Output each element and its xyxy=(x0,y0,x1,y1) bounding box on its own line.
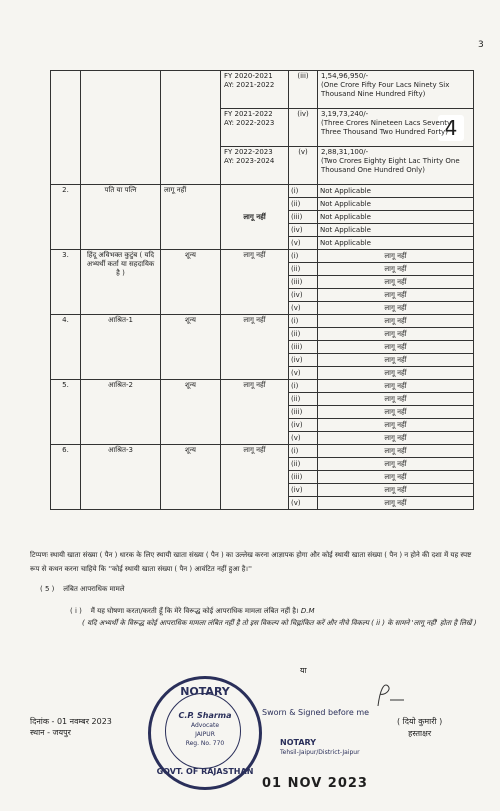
cell-pan xyxy=(161,71,221,185)
value-list-entry: लागू नहीं xyxy=(318,354,473,367)
cell-year xyxy=(221,147,289,185)
notary-stamp-title: NOTARY xyxy=(280,738,317,747)
section-5-heading xyxy=(40,585,125,594)
seal-city: JAIPUR xyxy=(195,731,215,738)
signer-block xyxy=(397,716,442,740)
cell-relation: पति या पत्नि xyxy=(81,185,161,250)
value-list-entry: Not Applicable xyxy=(318,211,473,224)
cell-index xyxy=(289,315,318,380)
cell-amount xyxy=(318,250,474,315)
seal-bottom-text: GOVT. OF RAJASTHAN xyxy=(156,767,254,776)
cell-num xyxy=(51,71,81,185)
cell-index: (v) xyxy=(289,147,318,185)
cell-index: (iii) xyxy=(289,71,318,109)
signer-label: हस्ताक्षर xyxy=(408,729,432,738)
notary-stamp-location: Tehsil-Jaipur/District-Jaipur xyxy=(280,749,360,756)
cell-num: 5. xyxy=(51,380,81,445)
cell-amount xyxy=(318,185,474,250)
section-number: ( 5 ) xyxy=(40,585,55,593)
notary-seal xyxy=(148,676,262,790)
roman-list xyxy=(289,250,317,314)
place-line: स्थान - जयपुर xyxy=(30,728,71,737)
stamp-date: 01 NOV 2023 xyxy=(262,776,368,791)
signature-mark xyxy=(370,680,410,710)
roman-list xyxy=(289,185,317,249)
roman-list-entry: (iv) xyxy=(289,289,317,302)
value-list-entry: Not Applicable xyxy=(318,198,473,211)
value-list-entry: लागू नहीं xyxy=(318,315,473,328)
signer-name: ( दियो कुमारी ) xyxy=(397,717,443,726)
roman-list-entry: (v) xyxy=(291,369,301,377)
table-row xyxy=(51,315,474,380)
fy-label: FY 2022-2023 xyxy=(224,148,273,156)
item-number: ( i ) xyxy=(70,607,82,615)
roman-list-entry: (iii) xyxy=(289,211,317,224)
cell-year xyxy=(221,71,289,109)
cell-num: 4. xyxy=(51,315,81,380)
roman-list xyxy=(289,380,317,444)
cell-amount xyxy=(318,315,474,380)
seal-role: Advocate xyxy=(190,722,220,729)
cell-amount xyxy=(318,109,474,147)
seal-top-text: NOTARY xyxy=(180,685,230,698)
cell-num: 6. xyxy=(51,445,81,510)
handwritten-initials: D.M xyxy=(300,607,315,615)
table-row xyxy=(51,250,474,315)
roman-list-entry: (iv) xyxy=(289,354,317,367)
value-list xyxy=(318,445,473,509)
roman-list-entry: (iv) xyxy=(289,419,317,432)
cell-year: लागू नहीं xyxy=(221,315,289,380)
affidavit-table xyxy=(50,70,474,510)
amount-words: (Three Crores Nineteen Lacs Seventy Three Thousand Two Hundred Forty) xyxy=(321,119,452,136)
value-list xyxy=(318,380,473,444)
amount: 3,19,73,240/- xyxy=(321,110,369,118)
cell-index xyxy=(289,445,318,510)
cell-year: लागू नहीं xyxy=(221,445,289,510)
amount: 2,88,31,100/- xyxy=(321,148,369,156)
roman-list-entry: (ii) xyxy=(289,328,317,341)
section-title: लंबित आपराधिक मामले xyxy=(63,585,125,593)
page-badge: 4 xyxy=(438,115,464,141)
value-list-entry: लागू नहीं xyxy=(384,434,407,442)
roman-list xyxy=(289,445,317,509)
roman-list-entry: (ii) xyxy=(289,198,317,211)
roman-list-entry: (i) xyxy=(289,445,317,458)
table-row xyxy=(51,445,474,510)
cell-index xyxy=(289,250,318,315)
value-list-entry: लागू नहीं xyxy=(318,484,473,497)
cell-pan: शून्य xyxy=(161,315,221,380)
value-list-entry: Not Applicable xyxy=(318,185,473,198)
table-row xyxy=(51,185,474,250)
value-list-entry: लागू नहीं xyxy=(318,289,473,302)
cell-amount xyxy=(318,380,474,445)
value-list-entry: लागू नहीं xyxy=(318,471,473,484)
amount-words: (Two Crores Eighty Eight Lac Thirty One Thousand One Hundred Only) xyxy=(321,157,460,174)
cell-index xyxy=(289,185,318,250)
ay-label: AY: 2022-2023 xyxy=(224,119,275,127)
cell-pan: लागू नहीं xyxy=(161,185,221,250)
cell-year xyxy=(221,109,289,147)
item-text: मैं यह घोषणा करता/करती हूँ कि मेरे विरूद्ध कोई आपराधिक मामला लंबित नहीं है। xyxy=(90,607,301,615)
table-row xyxy=(51,71,474,109)
value-list-entry: Not Applicable xyxy=(318,224,473,237)
value-list-entry: लागू नहीं xyxy=(318,445,473,458)
fy-label: FY 2020-2021 xyxy=(224,72,273,80)
cell-num: 3. xyxy=(51,250,81,315)
roman-list-entry: (v) xyxy=(291,304,301,312)
notary-stamp xyxy=(280,738,360,758)
roman-list-entry: (i) xyxy=(289,250,317,263)
cell-relation: आश्रित-2 xyxy=(81,380,161,445)
cell-year: लागू नहीं xyxy=(221,380,289,445)
roman-list-entry: (ii) xyxy=(289,263,317,276)
roman-list-entry: (ii) xyxy=(289,393,317,406)
roman-list-entry: (iii) xyxy=(289,276,317,289)
roman-list-entry: (i) xyxy=(289,380,317,393)
value-list-entry: लागू नहीं xyxy=(318,393,473,406)
cell-index: (iv) xyxy=(289,109,318,147)
value-list-entry: लागू नहीं xyxy=(384,499,407,507)
table-row xyxy=(51,380,474,445)
ay-label: AY: 2023-2024 xyxy=(224,157,275,165)
seal-name: C.P. Sharma xyxy=(178,711,232,720)
item-note: ( यदि अभ्यर्थी के विरूद्ध कोई आपराधिक मामला लंबित नहीं है तो इस विकल्प को चिह्नांकित करें और नीचे विकल्प ( ii ) के सामने 'लागू नहीं' होता है लिखें ) xyxy=(82,619,477,627)
section-5-item-i xyxy=(70,605,480,629)
cell-pan: शून्य xyxy=(161,380,221,445)
page-number: 3 xyxy=(478,40,484,50)
value-list-entry: लागू नहीं xyxy=(384,369,407,377)
cell-amount xyxy=(318,71,474,109)
or-text: या xyxy=(300,666,307,675)
note-pan: टिप्पणः स्थायी खाता संख्या ( पैन ) धारक के लिए स्थायी खाता संख्या ( पैन ) का उल्लेख करना आज्ञापक होगा और कोई स्थायी खाता संख्या ( पैन ) न होने की दशा में यह स्पष्ट रूप से कथन करना चाहिये कि ''कोई स्थायी खाता संख्या ( पैन ) आवंटित नहीं हुआ है।'' xyxy=(30,551,472,573)
roman-list-entry: (v) xyxy=(291,499,301,507)
amount-words: (One Crore Fifty Four Lacs Ninety Six Thousand Nine Hundred Fifty) xyxy=(321,81,450,98)
roman-list-entry: (iv) xyxy=(289,484,317,497)
value-list-entry: लागू नहीं xyxy=(318,341,473,354)
value-list-entry: लागू नहीं xyxy=(318,263,473,276)
cell-amount xyxy=(318,445,474,510)
cell-pan: शून्य xyxy=(161,250,221,315)
value-list xyxy=(318,185,473,249)
cell-relation: आश्रित-3 xyxy=(81,445,161,510)
value-list-entry: लागू नहीं xyxy=(318,250,473,263)
value-list-entry: लागू नहीं xyxy=(318,458,473,471)
cell-year: लागू नहीं xyxy=(221,250,289,315)
value-list-entry: लागू नहीं xyxy=(384,304,407,312)
value-list-entry: Not Applicable xyxy=(320,239,371,247)
value-list-entry: लागू नहीं xyxy=(318,276,473,289)
roman-list-entry: (v) xyxy=(291,434,301,442)
roman-list xyxy=(289,315,317,379)
fy-label: FY 2021-2022 xyxy=(224,110,273,118)
value-list-entry: लागू नहीं xyxy=(318,328,473,341)
cell-relation xyxy=(81,71,161,185)
cell-index xyxy=(289,380,318,445)
cell-relation: हिंदू अविभक्त कुटुंब ( यदि अभ्यर्थी कर्ता या सहदायिक है ) xyxy=(81,250,161,315)
roman-list-entry: (iii) xyxy=(289,471,317,484)
cell-num: 2. xyxy=(51,185,81,250)
ay-label: AY: 2021-2022 xyxy=(224,81,275,89)
cell-pan: शून्य xyxy=(161,445,221,510)
value-list xyxy=(318,315,473,379)
roman-list-entry: (ii) xyxy=(289,458,317,471)
roman-list-entry: (i) xyxy=(289,315,317,328)
cell-relation: आश्रित-1 xyxy=(81,315,161,380)
roman-list-entry: (v) xyxy=(291,239,301,247)
date-line: दिनांक - 01 नवम्बर 2023 xyxy=(30,717,112,726)
roman-list-entry: (iii) xyxy=(289,406,317,419)
sworn-text: Sworn & Signed before me xyxy=(262,708,370,717)
cell-amount xyxy=(318,147,474,185)
roman-list-entry: (iii) xyxy=(289,341,317,354)
date-place xyxy=(30,716,112,738)
amount: 1,54,96,950/- xyxy=(321,72,369,80)
value-list-entry: लागू नहीं xyxy=(318,380,473,393)
value-list xyxy=(318,250,473,314)
roman-list-entry: (iv) xyxy=(289,224,317,237)
roman-list-entry: (i) xyxy=(289,185,317,198)
cell-year: लागू नहीं xyxy=(221,185,289,250)
value-list-entry: लागू नहीं xyxy=(318,406,473,419)
value-list-entry: लागू नहीं xyxy=(318,419,473,432)
seal-reg: Reg. No. 770 xyxy=(185,740,225,747)
